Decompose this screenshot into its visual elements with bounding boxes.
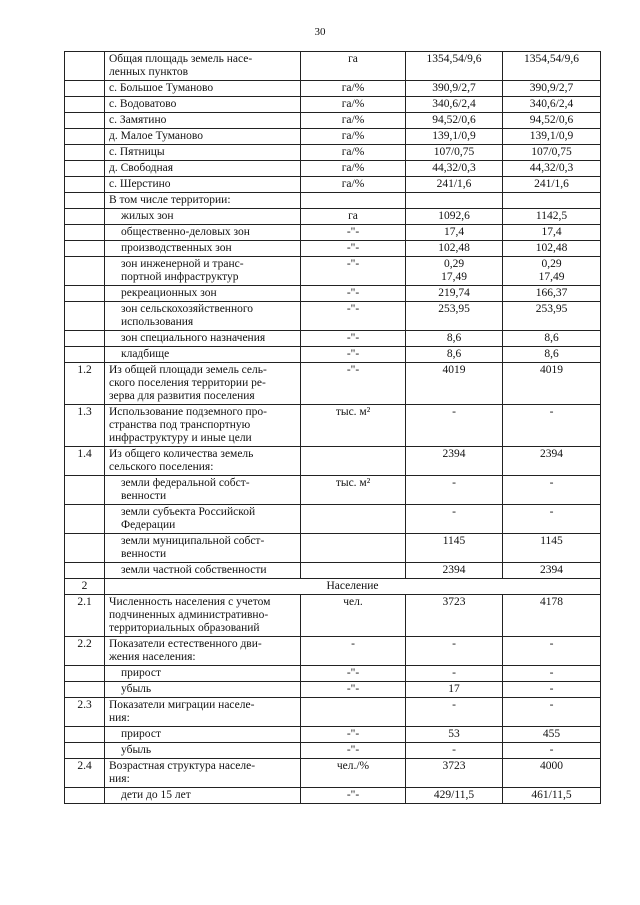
table-row (65, 193, 601, 209)
cell-v1: 0,29 17,49 (406, 257, 503, 286)
cell-v2: 455 (503, 727, 601, 743)
cell-v1: 17,4 (406, 225, 503, 241)
table-row (65, 534, 601, 563)
table-body (65, 52, 601, 804)
indicators-table (64, 51, 601, 804)
table-row (65, 129, 601, 145)
cell-name: жилых зон (105, 209, 301, 225)
table-row (65, 447, 601, 476)
cell-unit: -"- (301, 347, 406, 363)
cell-v2: 139,1/0,9 (503, 129, 601, 145)
cell-v2: 390,9/2,7 (503, 81, 601, 97)
table-row (65, 225, 601, 241)
cell-unit: га/% (301, 177, 406, 193)
cell-name: производственных зон (105, 241, 301, 257)
cell-v1: 1145 (406, 534, 503, 563)
cell-unit (301, 698, 406, 727)
table-row (65, 209, 601, 225)
table-row (65, 563, 601, 579)
cell-unit: га (301, 52, 406, 81)
cell-name: Показатели миграции населе- ния: (105, 698, 301, 727)
cell-unit: га/% (301, 161, 406, 177)
cell-v2: 166,37 (503, 286, 601, 302)
cell-name: с. Шерстино (105, 177, 301, 193)
cell-num (65, 505, 105, 534)
cell-num (65, 113, 105, 129)
cell-unit: -"- (301, 363, 406, 405)
cell-v1: 44,32/0,3 (406, 161, 503, 177)
cell-v2: - (503, 637, 601, 666)
table-row (65, 743, 601, 759)
cell-name: с. Водоватово (105, 97, 301, 113)
cell-num: 1.3 (65, 405, 105, 447)
cell-v2: 17,4 (503, 225, 601, 241)
cell-v2: - (503, 476, 601, 505)
cell-num (65, 563, 105, 579)
cell-v1: 53 (406, 727, 503, 743)
page-number: 30 (314, 26, 326, 38)
cell-num (65, 161, 105, 177)
cell-unit: -"- (301, 302, 406, 331)
cell-num (65, 257, 105, 286)
cell-v1: - (406, 405, 503, 447)
cell-num (65, 788, 105, 804)
cell-v1: - (406, 698, 503, 727)
table-row (65, 81, 601, 97)
table-row (65, 363, 601, 405)
cell-num (65, 347, 105, 363)
cell-name: с. Замятино (105, 113, 301, 129)
cell-name: Общая площадь земель насе- ленных пунктов (105, 52, 301, 81)
table-row (65, 727, 601, 743)
cell-unit: чел./% (301, 759, 406, 788)
cell-v1 (406, 193, 503, 209)
cell-num: 2.2 (65, 637, 105, 666)
table-row (65, 698, 601, 727)
cell-v1: - (406, 505, 503, 534)
cell-v1: 139,1/0,9 (406, 129, 503, 145)
table-row (65, 145, 601, 161)
cell-name: д. Малое Туманово (105, 129, 301, 145)
cell-unit: -"- (301, 225, 406, 241)
cell-v1: 3723 (406, 595, 503, 637)
cell-unit: га (301, 209, 406, 225)
cell-name: Численность населения с учетом подчиненных административно- территориальных образований (105, 595, 301, 637)
table-row (65, 177, 601, 193)
cell-num: 2.3 (65, 698, 105, 727)
cell-unit (301, 563, 406, 579)
cell-v1: 3723 (406, 759, 503, 788)
cell-v2: 340,6/2,4 (503, 97, 601, 113)
cell-v1: 390,9/2,7 (406, 81, 503, 97)
cell-unit (301, 534, 406, 563)
cell-name: зон инженерной и транс- портной инфраструктур (105, 257, 301, 286)
cell-num: 1.4 (65, 447, 105, 476)
table-row (65, 476, 601, 505)
cell-num (65, 209, 105, 225)
cell-unit (301, 505, 406, 534)
cell-name: убыль (105, 743, 301, 759)
cell-unit: чел. (301, 595, 406, 637)
cell-v2: 4000 (503, 759, 601, 788)
cell-v2: 4178 (503, 595, 601, 637)
cell-v2: 8,6 (503, 331, 601, 347)
cell-v1: 241/1,6 (406, 177, 503, 193)
cell-name: Использование подземного про- странства под транспортную инфраструктуру и иные цели (105, 405, 301, 447)
cell-name: д. Свободная (105, 161, 301, 177)
cell-v1: 94,52/0,6 (406, 113, 503, 129)
cell-v2: 4019 (503, 363, 601, 405)
cell-name: земли федеральной собст- венности (105, 476, 301, 505)
cell-unit (301, 193, 406, 209)
cell-v1: 219,74 (406, 286, 503, 302)
cell-v1: 8,6 (406, 331, 503, 347)
cell-name: земли частной собственности (105, 563, 301, 579)
section-header: Население (105, 579, 601, 595)
cell-name: дети до 15 лет (105, 788, 301, 804)
cell-v2: - (503, 666, 601, 682)
cell-v1: - (406, 637, 503, 666)
cell-num (65, 81, 105, 97)
cell-name: прирост (105, 727, 301, 743)
cell-v2: - (503, 743, 601, 759)
cell-v2: 0,29 17,49 (503, 257, 601, 286)
cell-name: Из общего количества земель сельского поселения: (105, 447, 301, 476)
cell-v2: 107/0,75 (503, 145, 601, 161)
cell-v2: 1145 (503, 534, 601, 563)
cell-unit: га/% (301, 129, 406, 145)
table-row (65, 161, 601, 177)
cell-v1: 2394 (406, 563, 503, 579)
cell-name: кладбище (105, 347, 301, 363)
cell-num (65, 476, 105, 505)
cell-num (65, 129, 105, 145)
cell-num (65, 331, 105, 347)
cell-num (65, 666, 105, 682)
cell-name: В том числе территории: (105, 193, 301, 209)
table-row (65, 347, 601, 363)
cell-v1: 4019 (406, 363, 503, 405)
cell-num: 2.1 (65, 595, 105, 637)
cell-num: 2 (65, 579, 105, 595)
cell-v2: 94,52/0,6 (503, 113, 601, 129)
cell-v1: 1092,6 (406, 209, 503, 225)
cell-unit: -"- (301, 682, 406, 698)
table-row (65, 682, 601, 698)
cell-name: прирост (105, 666, 301, 682)
cell-name: зон специального назначения (105, 331, 301, 347)
table-row (65, 788, 601, 804)
cell-unit: -"- (301, 788, 406, 804)
cell-unit: -"- (301, 666, 406, 682)
cell-unit: -"- (301, 331, 406, 347)
cell-v2: 461/11,5 (503, 788, 601, 804)
cell-name: земли субъекта Российской Федерации (105, 505, 301, 534)
table-row (65, 286, 601, 302)
cell-v2 (503, 193, 601, 209)
cell-unit: тыс. м² (301, 476, 406, 505)
cell-v1: - (406, 666, 503, 682)
cell-v1: 107/0,75 (406, 145, 503, 161)
cell-name: с. Большое Туманово (105, 81, 301, 97)
table-row (65, 505, 601, 534)
cell-num (65, 302, 105, 331)
cell-v1: - (406, 476, 503, 505)
table-row (65, 52, 601, 81)
cell-num: 1.2 (65, 363, 105, 405)
cell-v2: 253,95 (503, 302, 601, 331)
cell-num (65, 727, 105, 743)
table-row (65, 113, 601, 129)
cell-name: Показатели естественного дви- жения населения: (105, 637, 301, 666)
cell-v2: 102,48 (503, 241, 601, 257)
cell-num (65, 52, 105, 81)
cell-unit: -"- (301, 727, 406, 743)
cell-name: общественно-деловых зон (105, 225, 301, 241)
cell-v1: 340,6/2,4 (406, 97, 503, 113)
cell-unit: -"- (301, 743, 406, 759)
cell-num: 2.4 (65, 759, 105, 788)
cell-name: Из общей площади земель сель- ского поселения территории ре- зерва для развития поселения (105, 363, 301, 405)
cell-name: зон сельскохозяйственного использования (105, 302, 301, 331)
cell-num (65, 682, 105, 698)
cell-unit: -"- (301, 241, 406, 257)
cell-name: земли муниципальной собст- венности (105, 534, 301, 563)
table-row (65, 666, 601, 682)
cell-num (65, 743, 105, 759)
cell-num (65, 145, 105, 161)
table-row (65, 595, 601, 637)
cell-num (65, 177, 105, 193)
cell-v2: - (503, 682, 601, 698)
table-row (65, 405, 601, 447)
table-row (65, 257, 601, 286)
cell-v2: 8,6 (503, 347, 601, 363)
cell-unit (301, 447, 406, 476)
cell-unit: га/% (301, 97, 406, 113)
cell-v1: 429/11,5 (406, 788, 503, 804)
cell-num (65, 225, 105, 241)
table-row (65, 302, 601, 331)
cell-name: рекреационных зон (105, 286, 301, 302)
cell-v1: - (406, 743, 503, 759)
table-row (65, 759, 601, 788)
cell-unit: -"- (301, 257, 406, 286)
table-row (65, 637, 601, 666)
cell-v2: 2394 (503, 563, 601, 579)
cell-v2: 2394 (503, 447, 601, 476)
cell-v1: 2394 (406, 447, 503, 476)
cell-v2: - (503, 698, 601, 727)
cell-unit: -"- (301, 286, 406, 302)
cell-v2: - (503, 505, 601, 534)
cell-v1: 102,48 (406, 241, 503, 257)
cell-v2: 241/1,6 (503, 177, 601, 193)
cell-v2: 44,32/0,3 (503, 161, 601, 177)
cell-name: убыль (105, 682, 301, 698)
cell-num (65, 534, 105, 563)
table-row (65, 579, 601, 595)
cell-num (65, 286, 105, 302)
table-row (65, 331, 601, 347)
cell-num (65, 241, 105, 257)
cell-v2: 1142,5 (503, 209, 601, 225)
cell-name: с. Пятницы (105, 145, 301, 161)
cell-v1: 17 (406, 682, 503, 698)
cell-num (65, 97, 105, 113)
cell-v2: - (503, 405, 601, 447)
table-row (65, 241, 601, 257)
cell-v1: 8,6 (406, 347, 503, 363)
cell-num (65, 193, 105, 209)
table-row (65, 97, 601, 113)
cell-unit: га/% (301, 145, 406, 161)
cell-v1: 1354,54/9,6 (406, 52, 503, 81)
cell-name: Возрастная структура населе- ния: (105, 759, 301, 788)
cell-unit: - (301, 637, 406, 666)
cell-unit: тыс. м² (301, 405, 406, 447)
cell-v1: 253,95 (406, 302, 503, 331)
cell-unit: га/% (301, 81, 406, 97)
cell-v2: 1354,54/9,6 (503, 52, 601, 81)
cell-unit: га/% (301, 113, 406, 129)
